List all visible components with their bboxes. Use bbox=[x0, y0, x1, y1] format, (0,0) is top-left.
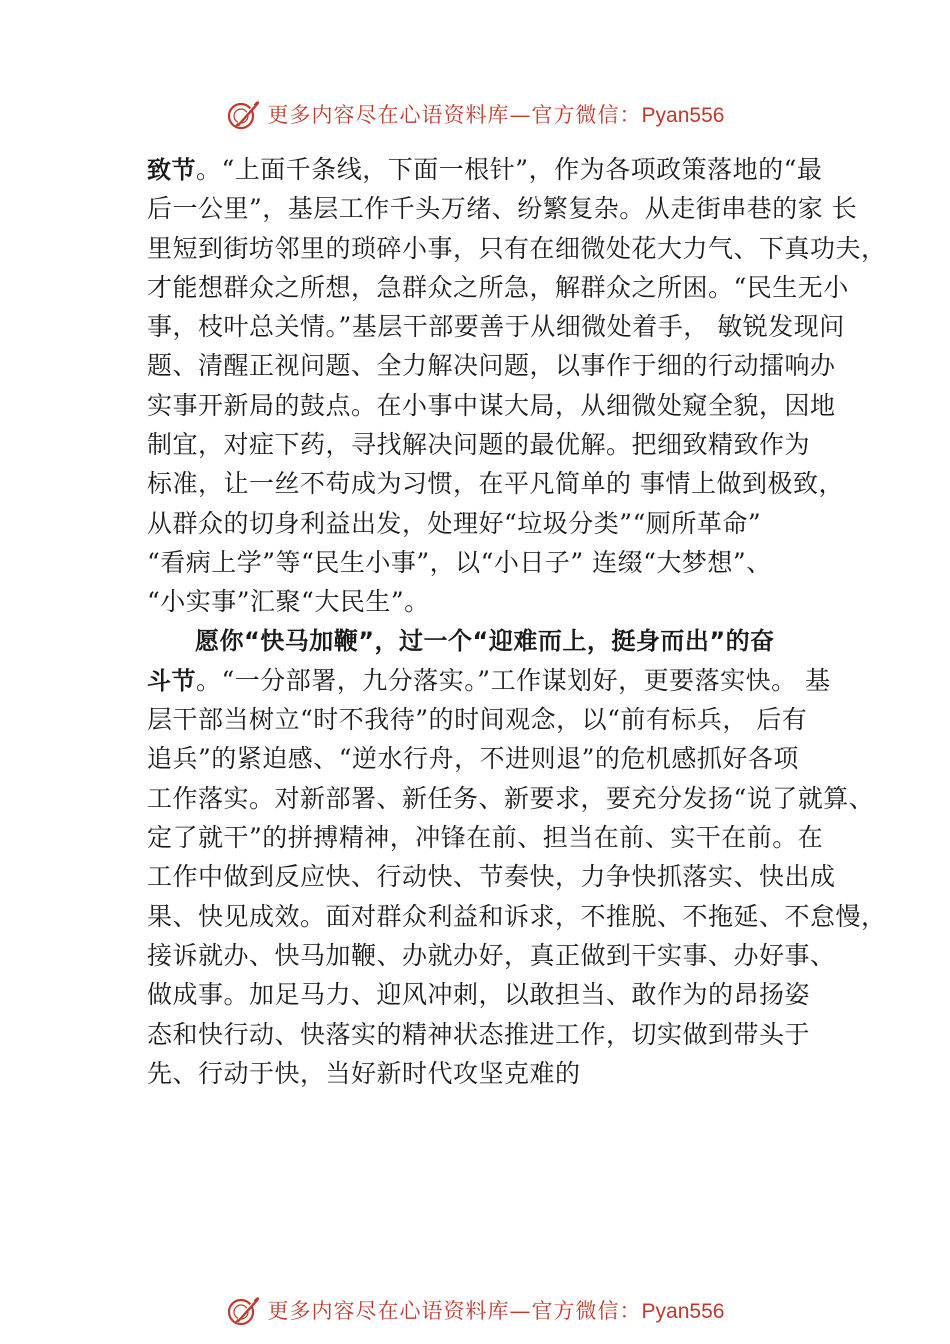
line-text: 工作落实。对新部署、新任务、新要求，要充分发扬“说了就算、 bbox=[147, 783, 875, 813]
text-line bbox=[147, 936, 847, 975]
text-line bbox=[147, 189, 858, 228]
header-account: Pyan556 bbox=[641, 104, 725, 127]
text-line bbox=[147, 307, 847, 346]
text-line bbox=[147, 150, 847, 189]
quill-logo-icon bbox=[226, 96, 262, 132]
line-text: 里短到街坊邻里的琐碎小事，只有在细微处花大力气、下真功夫， bbox=[147, 233, 887, 263]
text-line bbox=[147, 1054, 847, 1093]
line-lead: 致节 bbox=[147, 156, 196, 184]
text-line bbox=[147, 661, 847, 700]
line-text: 做成事。加足马力、迎风冲刺，以敢担当、敢作为的昂扬姿 bbox=[147, 980, 811, 1010]
text-line bbox=[147, 229, 887, 268]
text-line bbox=[147, 268, 847, 307]
text-line bbox=[147, 425, 847, 464]
text-line bbox=[147, 1015, 847, 1054]
text-line bbox=[147, 464, 847, 503]
footer-banner bbox=[0, 1288, 950, 1332]
line-text: 态和快行动、快落实的精神状态推进工作，切实做到带头于 bbox=[147, 1019, 811, 1049]
footer-banner-text bbox=[268, 1295, 725, 1325]
text-line bbox=[147, 346, 847, 385]
footer-account: Pyan556 bbox=[641, 1300, 725, 1323]
text-line bbox=[147, 818, 847, 857]
header-banner bbox=[0, 92, 950, 136]
text-line bbox=[147, 857, 847, 896]
text-line bbox=[147, 543, 847, 582]
text-line bbox=[147, 897, 887, 936]
text-line bbox=[147, 739, 847, 778]
header-banner-text bbox=[268, 99, 725, 129]
line-text: 定了就干”的拼搏精神，冲锋在前、担当在前、实干在前。在 bbox=[147, 823, 824, 853]
line-text: 。“上面千条线，下面一根针”，作为各项政策落地的“最 bbox=[196, 155, 823, 184]
line-text: 题、清醒正视问题、全力解决问题，以事作于细的行动擂响办 bbox=[147, 351, 836, 381]
text-line bbox=[147, 582, 847, 621]
section-heading: 愿你“快马加鞭”，过一个“迎难而上，挺身而出”的奋 bbox=[195, 626, 775, 655]
line-text: 先、行动于快，当好新时代攻坚克难的 bbox=[147, 1058, 581, 1088]
line-text: 从群众的切身利益出发，处理好“垃圾分类”“厕所革命” bbox=[147, 508, 762, 538]
line-lead: 斗节 bbox=[147, 666, 196, 695]
document-body bbox=[147, 150, 887, 1093]
text-line bbox=[147, 779, 875, 818]
line-text: “看病上学”等“民生小事”，以“小日子” 连缀“大梦想”、 bbox=[147, 547, 772, 577]
text-line bbox=[147, 504, 847, 543]
line-text: 果、快见成效。面对群众利益和诉求，不推脱、不拖延、不怠慢， bbox=[147, 901, 887, 931]
header-banner-label: 更多内容尽在心语资料库—官方微信： bbox=[267, 103, 642, 127]
line-text: 。“一分部署，九分落实。”工作谋划好，更要落实快。 基 bbox=[196, 665, 831, 695]
line-text: 才能想群众之所想，急群众之所急，解群众之所困。“民生无小 bbox=[147, 272, 849, 302]
line-text: 层干部当树立“时不我待”的时间观念，以“前有标兵， 后有 bbox=[147, 705, 808, 735]
line-text: 后一公里”，基层工作千头万绪、纷繁复杂。从走街串巷的家 长 bbox=[147, 194, 858, 224]
line-text: 工作中做到反应快、行动快、节奏快，力争快抓落实、快出成 bbox=[147, 862, 836, 892]
line-text: 实事开新局的鼓点。在小事中谋大局，从细微处窥全貌，因地 bbox=[147, 390, 836, 420]
line-text: 标准，让一丝不苟成为习惯，在平凡简单的 事情上做到极致， bbox=[147, 469, 844, 499]
line-text: 追兵”的紧迫感、“逆水行舟，不进则退”的危机感抓好各项 bbox=[147, 744, 799, 774]
line-text: 事，枝叶总关情。”基层干部要善于从细微处着手， 敏锐发现问 bbox=[147, 312, 845, 342]
line-text: 接诉就办、快马加鞭、办就办好，真正做到干实事、办好事、 bbox=[147, 940, 836, 970]
line-text: 制宜，对症下药，寻找解决问题的最优解。把细致精致作为 bbox=[147, 430, 811, 460]
text-line bbox=[147, 386, 847, 425]
line-text: “小实事”汇聚“大民生”。 bbox=[147, 587, 430, 617]
quill-logo-icon bbox=[226, 1292, 262, 1328]
text-line bbox=[147, 700, 847, 739]
text-line bbox=[147, 975, 847, 1014]
footer-banner-label: 更多内容尽在心语资料库—官方微信： bbox=[267, 1299, 642, 1323]
